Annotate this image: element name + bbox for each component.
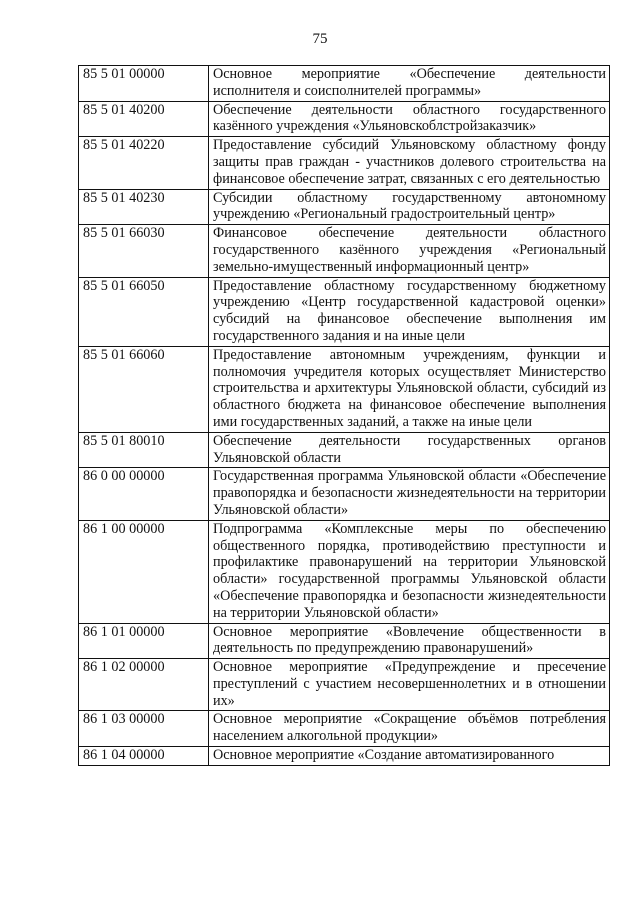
code-cell: 85 5 01 00000 [79,66,209,102]
description-cell: Подпрограмма «Комплексные меры по обеспечению общественного порядка, противодействию преступности и профилактике правонарушений на территории Ульяновской области» государственной программы Ульяновской области «Обеспечение правопорядка и безопасности жизнедеятельности на территории Ульяновской области» [209,520,610,623]
table-row [79,225,610,277]
table-row [79,101,610,137]
description-cell: Предоставление автономным учреждениям, функции и полномочия учредителя которых осуществляет Министерство строительства и архитектуры Ульяновской области, субсидий из областного бюджета на финансовое обеспечение выполнения ими государственных заданий, а также на иные цели [209,346,610,432]
code-cell: 86 1 02 00000 [79,659,209,711]
description-cell: Субсидии областному государственному автономному учреждению «Региональный градостроительный центр» [209,189,610,225]
table-row [79,468,610,520]
code-cell: 86 1 03 00000 [79,711,209,747]
description-cell: Основное мероприятие «Предупреждение и пресечение преступлений с участием несовершеннолетних и в отношении их» [209,659,610,711]
code-cell: 85 5 01 66050 [79,277,209,346]
table-row [79,137,610,189]
table-row [79,189,610,225]
code-cell: 86 1 00 00000 [79,520,209,623]
code-cell: 86 0 00 00000 [79,468,209,520]
description-cell: Основное мероприятие «Сокращение объёмов потребления населением алкогольной продукции» [209,711,610,747]
description-cell: Предоставление областному государственному бюджетному учреждению «Центр государственной кадастровой оценки» субсидий на финансовое обеспечение выполнения им государственного задания и на иные цели [209,277,610,346]
table-row [79,66,610,102]
code-cell: 85 5 01 40230 [79,189,209,225]
code-cell: 85 5 01 40220 [79,137,209,189]
code-cell: 85 5 01 66030 [79,225,209,277]
table-row [79,277,610,346]
description-cell: Основное мероприятие «Обеспечение деятельности исполнителя и соисполнителей программы» [209,66,610,102]
description-cell: Предоставление субсидий Ульяновскому областному фонду защиты прав граждан - участников долевого строительства на финансовое обеспечение затрат, связанных с его деятельностью [209,137,610,189]
description-cell: Государственная программа Ульяновской области «Обеспечение правопорядка и безопасности жизнедеятельности на территории Ульяновской области» [209,468,610,520]
description-cell: Основное мероприятие «Создание автоматизированного [209,747,610,766]
page-number: 75 [312,31,328,47]
table-row [79,623,610,659]
code-cell: 85 5 01 66060 [79,346,209,432]
code-cell: 85 5 01 40200 [79,101,209,137]
table-row [79,520,610,623]
description-cell: Обеспечение деятельности областного государственного казённого учреждения «Ульяновскоблстройзаказчик» [209,101,610,137]
table-row [79,432,610,468]
table-row [79,659,610,711]
table-row [79,711,610,747]
description-cell: Обеспечение деятельности государственных органов Ульяновской области [209,432,610,468]
description-cell: Основное мероприятие «Вовлечение общественности в деятельность по предупреждению правонарушений» [209,623,610,659]
table-body [79,66,610,766]
table-row [79,747,610,766]
description-cell: Финансовое обеспечение деятельности областного государственного казённого учреждения «Региональный земельно-имущественный информационный центр» [209,225,610,277]
budget-code-table [78,65,610,766]
code-cell: 86 1 04 00000 [79,747,209,766]
code-cell: 86 1 01 00000 [79,623,209,659]
code-cell: 85 5 01 80010 [79,432,209,468]
table-row [79,346,610,432]
